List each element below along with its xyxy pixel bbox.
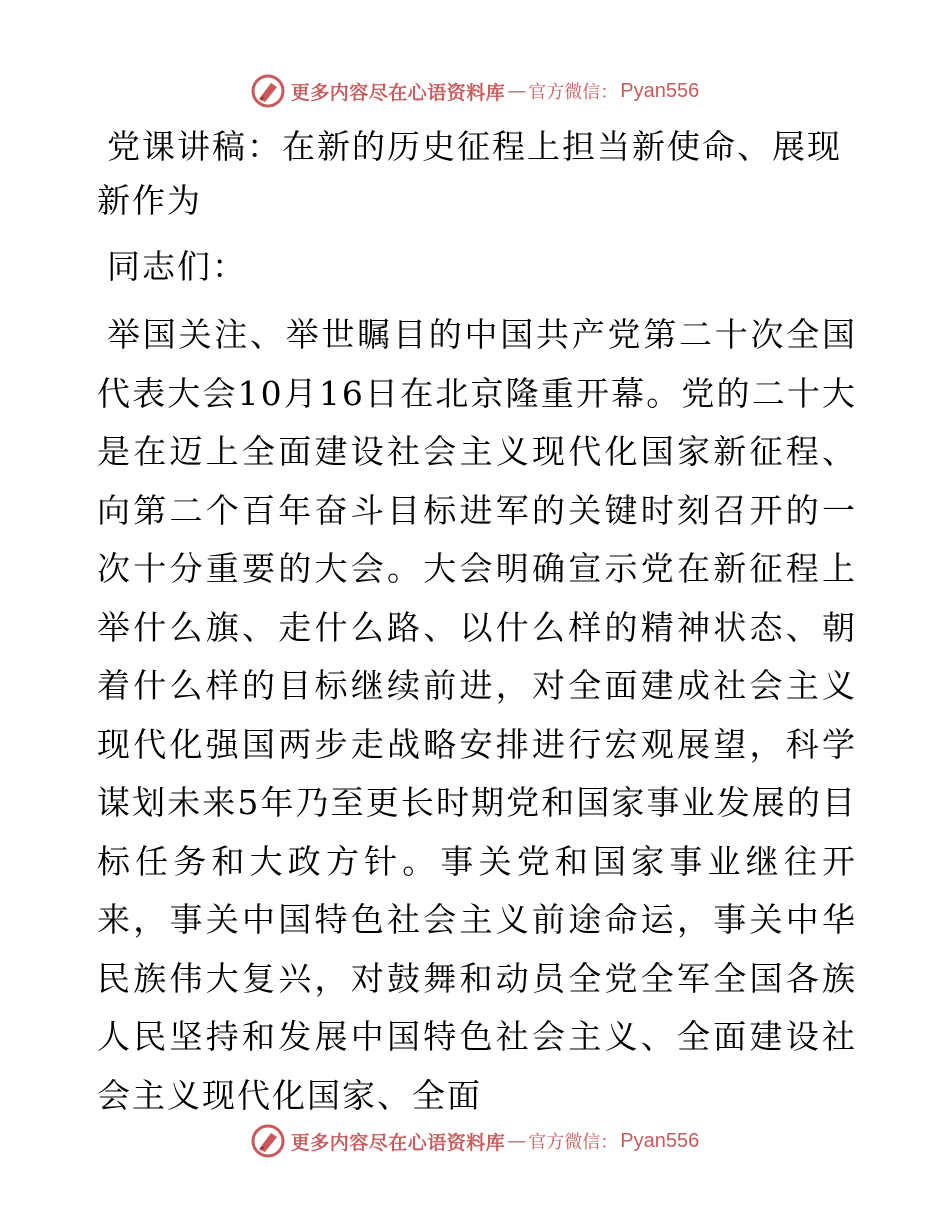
banner-subtitle: 官方微信： — [528, 82, 619, 103]
greeting: 同志们： — [107, 247, 247, 286]
banner-separator: — — [507, 80, 527, 102]
header-banner — [0, 71, 950, 111]
document-title: 党课讲稿：在新的历史征程上担当新使命、展现新作为 — [97, 127, 842, 220]
logo-icon — [251, 1124, 285, 1158]
banner-text: 更多内容尽在心语资料库 — [290, 1131, 506, 1154]
banner-subtitle: 官方微信： — [528, 1132, 619, 1153]
footer-banner — [0, 1121, 950, 1161]
document-body — [97, 120, 857, 1125]
wechat-id: Pyan556 — [620, 79, 700, 102]
banner-separator: — — [507, 1130, 527, 1152]
body-paragraph: 举国关注、举世瞩目的中国共产党第二十次全国代表大会10月16日在北京隆重开幕。党的二十大是在迈上全面建设社会主义现代化国家新征程、向第二个百年奋斗目标进军的关键时刻召开的一次十分重要的大会。大会明确宣示党在新征程上举什么旗、走什么路、以什么样的精神状态、朝着什么样的目标继续前进，对全面建成社会主义现代化强国两步走战略安排进行宏观展望，科学谋划未来5年乃至更长时期党和国家事业发展的目标任务和大政方针。事关党和国家事业继往开来，事关中国特色社会主义前途命运，事关中华民族伟大复兴，对鼓舞和动员全党全军全国各族人民坚持和发展中国特色社会主义、全面建设社会主义现代化国家、全面 — [97, 315, 857, 1115]
wechat-id: Pyan556 — [620, 1129, 700, 1152]
logo-icon — [251, 74, 285, 108]
banner-text: 更多内容尽在心语资料库 — [290, 81, 506, 104]
